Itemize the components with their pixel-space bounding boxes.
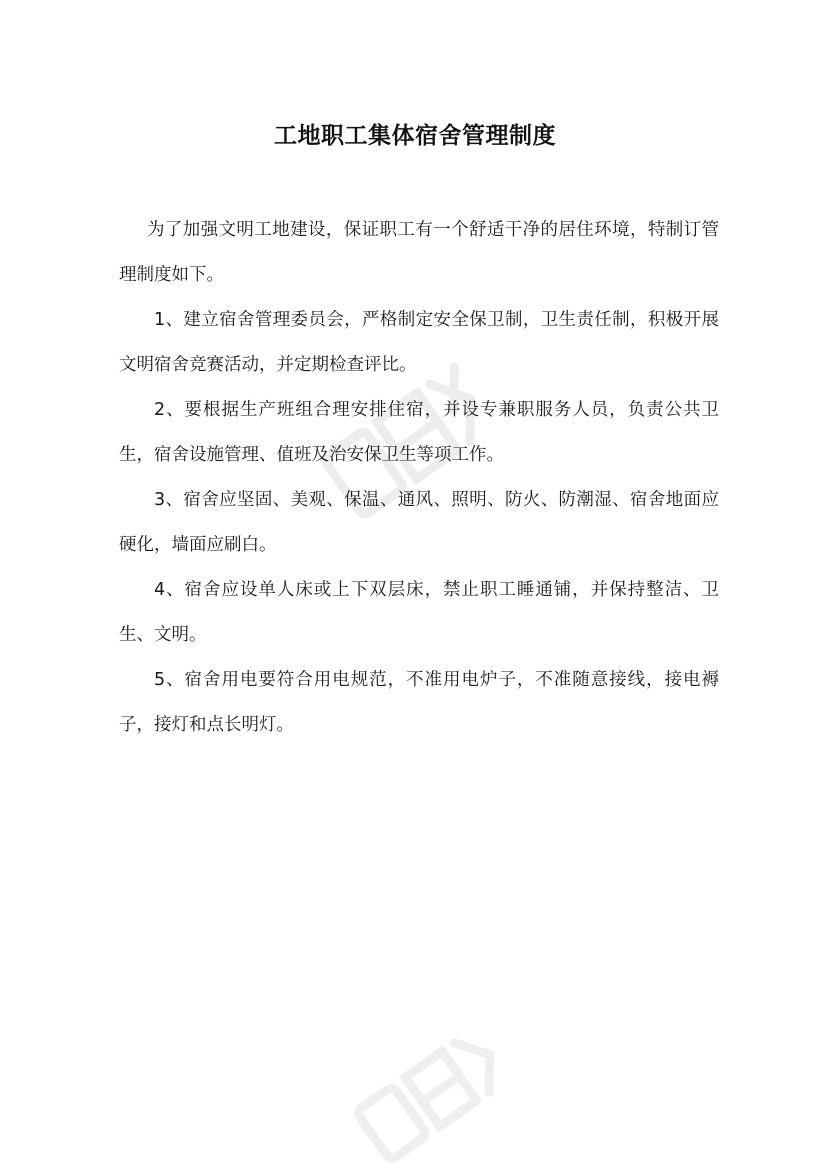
rule-item-5: 5、宿舍用电要符合用电规范，不准用电炉子，不准随意接线，接电褥子，接灯和点长明灯。 [119, 670, 719, 735]
intro-paragraph: 为了加强文明工地建设，保证职工有一个舒适干净的居住环境，特制订管理制度如下。 [119, 220, 719, 285]
rule-item-2: 2、要根据生产班组合理安排住宿，并设专兼职服务人员，负责公共卫生，宿舍设施管理、值班及治安保卫生等项工作。 [119, 400, 719, 465]
rule-item-1: 1、建立宿舍管理委员会，严格制定安全保卫制，卫生责任制，积极开展文明宿舍竞赛活动，并定期检查评比。 [119, 310, 719, 375]
document-body [119, 208, 719, 748]
page-title: 工地职工集体宿舍管理制度 [274, 123, 556, 149]
rule-item-3: 3、宿舍应坚固、美观、保温、通风、照明、防火、防潮湿、宿舍地面应硬化，墙面应刷白。 [119, 490, 719, 555]
watermark-mark-bottom [330, 1010, 550, 1174]
rule-item-4: 4、宿舍应设单人床或上下双层床，禁止职工睡通铺，并保持整洁、卫生、文明。 [119, 580, 719, 645]
